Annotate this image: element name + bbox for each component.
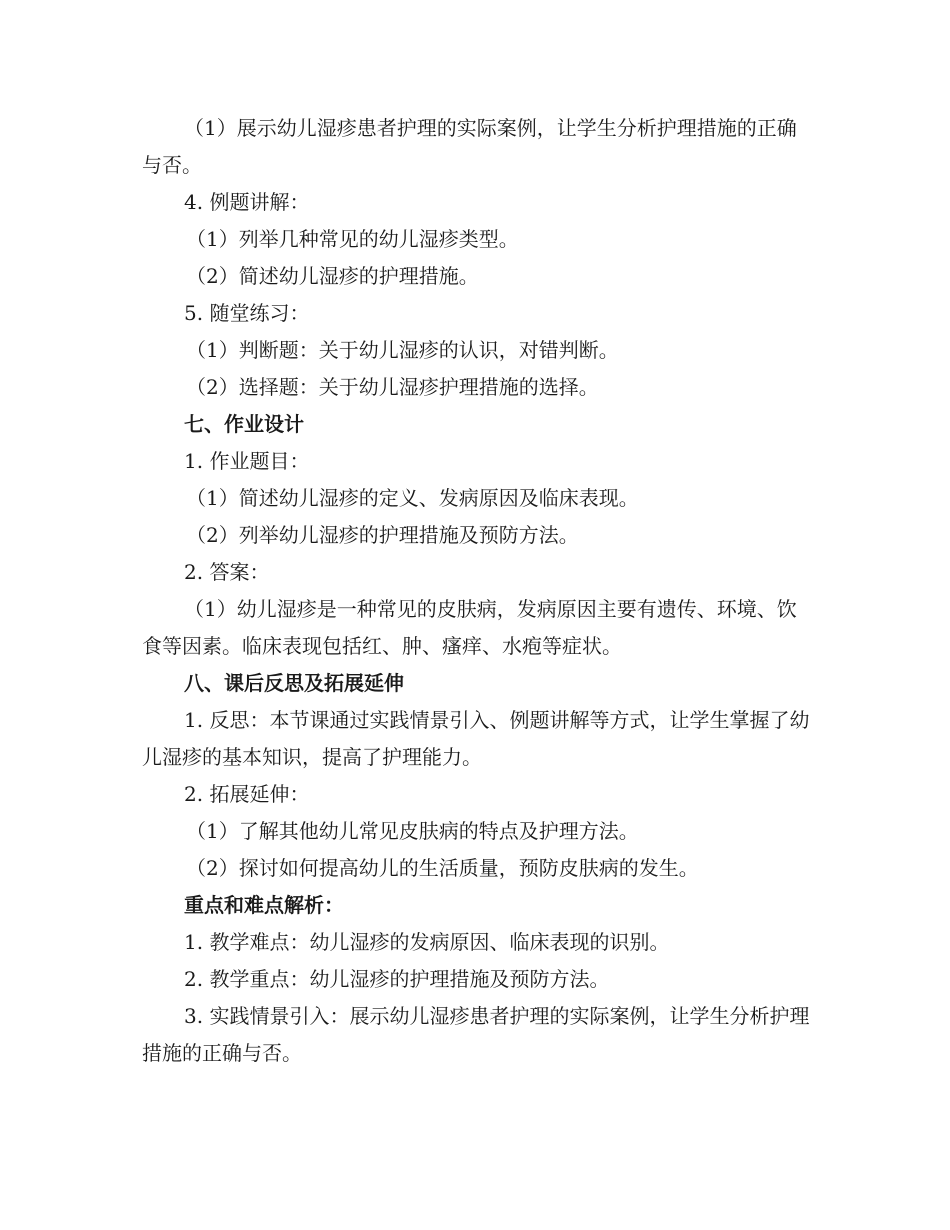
paragraph-answer-1: （1）幼儿湿疹是一种常见的皮肤病，发病原因主要有遗传、环境、饮食等因素。临床表现包括红、肿、瘙痒、水疱等症状。 [142,597,797,658]
subitem-extension-1: （1）了解其他幼儿常见皮肤病的特点及护理方法。 [186,819,639,843]
item-class-practice: 5. 随堂练习： [184,301,310,325]
subitem-extension-2: （2）探讨如何提高幼儿的生活质量，预防皮肤病的发生。 [186,856,699,880]
subitem-true-false: （1）判断题：关于幼儿湿疹的认识，对错判断。 [186,338,619,362]
item-teaching-focus: 2. 教学重点：幼儿湿疹的护理措施及预防方法。 [184,967,610,991]
item-teaching-difficulty: 1. 教学难点：幼儿湿疹的发病原因、临床表现的识别。 [184,930,670,954]
item-answers: 2. 答案： [184,560,270,584]
paragraph-practice-intro: 3. 实践情景引入：展示幼儿湿疹患者护理的实际案例，让学生分析护理措施的正确与否。 [142,1004,810,1065]
section-heading-reflection: 八、课后反思及拓展延伸 [184,671,404,695]
subitem-homework-1: （1）简述幼儿湿疹的定义、发病原因及临床表现。 [186,486,639,510]
paragraph-reflection: 1. 反思：本节课通过实践情景引入、例题讲解等方式，让学生掌握了幼儿湿疹的基本知识，提高了护理能力。 [142,708,810,769]
subitem-multiple-choice: （2）选择题：关于幼儿湿疹护理措施的选择。 [186,375,599,399]
section-heading-key-points: 重点和难点解析： [184,893,344,917]
subitem-homework-2: （2）列举幼儿湿疹的护理措施及预防方法。 [186,523,579,547]
item-example-explanation: 4. 例题讲解： [184,190,310,214]
item-extension: 2. 拓展延伸： [184,782,310,806]
section-heading-homework: 七、作业设计 [184,412,304,436]
subitem-eczema-types: （1）列举几种常见的幼儿湿疹类型。 [186,227,519,251]
subitem-care-measures: （2）简述幼儿湿疹的护理措施。 [186,264,479,288]
item-homework-questions: 1. 作业题目： [184,449,310,473]
paragraph-case-display: （1）展示幼儿湿疹患者护理的实际案例，让学生分析护理措施的正确与否。 [142,116,797,177]
